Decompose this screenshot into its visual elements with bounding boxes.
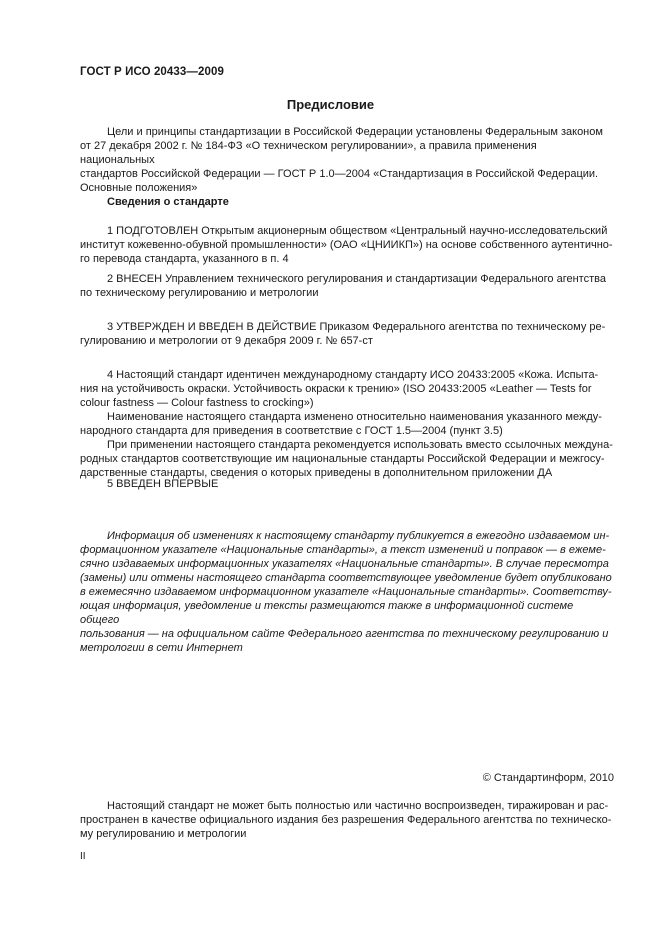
item-line: дарственные стандарты, сведения о которых приведены в дополнительном приложении ДА	[80, 467, 553, 479]
intro-line: Цели и принципы стандартизации в Российской Федерации установлены Федеральным законом	[107, 126, 603, 138]
page-title: Предисловие	[286, 97, 375, 112]
intro-line: от 27 декабря 2002 г. № 184-ФЗ «О техническом регулировании», а правила применения национальных	[80, 140, 537, 166]
footer-line: му регулированию и метрологии	[80, 828, 247, 840]
item-line: ния на устойчивость окраски. Устойчивость окраски к трению» (ISO 20433:2005 «Leather — Tests for	[80, 383, 592, 395]
item-2-submitted	[80, 272, 614, 300]
item-4-identity	[80, 368, 614, 480]
notice-line: в ежемесячно издаваемом информационном указателе «Национальные стандарты». Соответству-	[80, 586, 612, 598]
change-notice	[80, 529, 614, 655]
footer-line: пространен в качестве официального издания без разрешения Федерального агентства по техническо-	[80, 814, 612, 826]
document-id: ГОСТ Р ИСО 20433—2009	[80, 66, 225, 78]
notice-line: ющая информация, уведомление и тексты размещаются также в информационной системе общего	[80, 600, 574, 626]
item-line: гулированию и метрологии от 9 декабря 2009 г. № 657-ст	[80, 335, 373, 347]
notice-line: пользования — на официальном сайте Федерального агентства по техническому регулированию и	[80, 628, 609, 640]
item-line: colour fastness — Colour fastness to crocking»)	[80, 397, 314, 409]
item-line: При применении настоящего стандарта рекомендуется использовать вместо ссылочных междуна-	[107, 439, 613, 451]
item-line: народного стандарта для приведения в соответствие с ГОСТ 1.5—2004 (пункт 3.5)	[80, 425, 503, 437]
notice-line: (замены) или отмены настоящего стандарта соответствующее уведомление будет опубликовано	[80, 572, 612, 584]
notice-line: сячно издаваемых информационных указателях «Национальные стандарты». В случае пересмотра	[80, 558, 609, 570]
item-line: родных стандартов соответствующие им национальные стандарты Российской Федерации и межгосу-	[80, 453, 605, 465]
item-5-first-introduced	[80, 477, 614, 491]
item-1-prepared	[80, 224, 614, 266]
item-line: 1 ПОДГОТОВЛЕН Открытым акционерным обществом «Центральный научно-исследовательский	[107, 225, 608, 237]
notice-line: формационном указателе «Национальные стандарты», а текст изменений и поправок — в ежеме-	[80, 544, 606, 556]
page-number: II	[80, 851, 86, 862]
item-line: по техническому регулированию и метрологии	[80, 287, 319, 299]
item-line: институт кожевенно-обувной промышленности» (ОАО «ЦНИИКП») на основе собственного аутентично-	[80, 239, 613, 251]
item-line: 2 ВНЕСЕН Управлением технического регулирования и стандартизации Федерального агентства	[107, 273, 606, 285]
intro-line: Основные положения»	[80, 182, 198, 194]
info-heading: Сведения о стандарте	[107, 196, 229, 208]
item-line: 3 УТВЕРЖДЕН И ВВЕДЕН В ДЕЙСТВИЕ Приказом Федерального агентства по техническому ре-	[107, 321, 606, 333]
reproduction-notice	[80, 799, 614, 841]
item-3-approved	[80, 320, 614, 348]
intro-line: стандартов Российской Федерации — ГОСТ Р 1.0—2004 «Стандартизация в Российской Федерации.	[80, 168, 599, 180]
notice-line: Информация об изменениях к настоящему стандарту публикуется в ежегодно издаваемом ин-	[107, 530, 610, 542]
copyright: © Стандартинформ, 2010	[482, 772, 614, 784]
item-line: 5 ВВЕДЕН ВПЕРВЫЕ	[107, 478, 219, 490]
item-line: Наименование настоящего стандарта изменено относительно наименования указанного между-	[107, 411, 602, 423]
footer-line: Настоящий стандарт не может быть полностью или частично воспроизведен, тиражирован и рас-	[107, 800, 609, 812]
item-line: го перевода стандарта, указанного в п. 4	[80, 253, 289, 265]
notice-line: метрологии в сети Интернет	[80, 642, 243, 654]
item-line: 4 Настоящий стандарт идентичен международному стандарту ИСО 20433:2005 «Кожа. Испыта-	[107, 369, 599, 381]
intro-paragraph	[80, 125, 614, 195]
